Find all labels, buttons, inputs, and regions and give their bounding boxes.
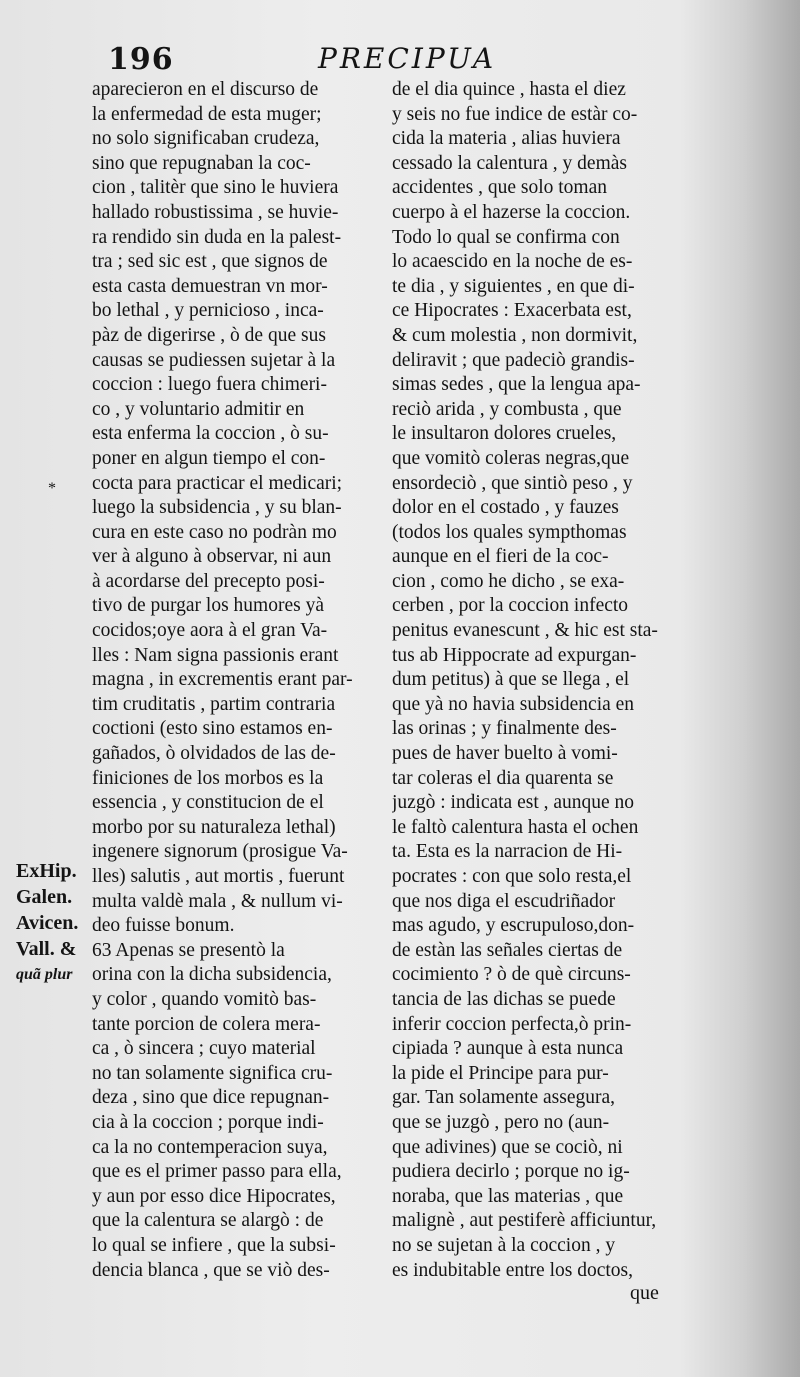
text-line: dencia blanca , que se viò des-	[92, 1259, 330, 1281]
text-line: cocidos;oye aora à el gran Va-	[92, 620, 328, 642]
margin-note-line: Vall. &	[16, 938, 77, 960]
margin-note-line: ExHip.	[16, 860, 77, 882]
right-text-column	[392, 78, 692, 1283]
text-line: cia à la coccion ; porque indi-	[92, 1111, 324, 1133]
text-line: sino que repugnaban la coc-	[92, 152, 311, 174]
text-line: bo lethal , y pernicioso , inca-	[92, 300, 324, 322]
text-line: coccion : luego fuera chimeri-	[92, 374, 327, 396]
text-line: y color , quando vomitò bas-	[92, 988, 317, 1010]
text-line: cessado la calentura , y demàs	[392, 152, 627, 174]
text-line: co , y voluntario admitir en	[92, 398, 305, 420]
text-line: (todos los quales sympthomas	[392, 521, 627, 543]
text-line: cerben , por la coccion infecto	[392, 595, 629, 617]
text-line: penitus evanescunt , & hic est sta-	[392, 620, 658, 642]
text-line: ta. Esta es la narracion de Hi-	[392, 841, 623, 863]
text-line: & cum molestia , non dormivit,	[392, 324, 638, 346]
margin-note-line: Avicen.	[16, 912, 79, 934]
text-line: magna , in excrementis erant par-	[92, 669, 353, 691]
text-line: ce Hipocrates : Exacerbata est,	[392, 300, 632, 322]
text-line: cion , como he dicho , se exa-	[392, 570, 625, 592]
text-line: à acordarse del precepto posi-	[92, 570, 325, 592]
text-line: le faltò calentura hasta el ochen	[392, 816, 639, 838]
text-line: la pide el Principe para pur-	[392, 1062, 609, 1084]
left-text-column	[92, 78, 382, 1283]
margin-note-line: quã plur	[16, 966, 73, 983]
catchword: que	[630, 1282, 659, 1304]
text-line: noraba, que las materias , que	[392, 1185, 624, 1207]
text-line: tim cruditatis , partim contraria	[92, 693, 336, 715]
text-line: cocta para practicar el medicari;	[92, 472, 343, 494]
text-line: que se juzgò , pero no (aun-	[392, 1111, 610, 1133]
text-line: lles : Nam signa passionis erant	[92, 644, 339, 666]
text-line: accidentes , que solo toman	[392, 177, 607, 199]
text-line: y seis no fue indice de estàr co-	[392, 103, 638, 125]
text-line: cida la materia , alias huviera	[392, 128, 621, 150]
text-line: tante porcion de colera mera-	[92, 1013, 321, 1035]
margin-asterisk: *	[48, 480, 56, 497]
margin-note-line: Galen.	[16, 886, 73, 908]
text-line: que vomitò coleras negras,que	[392, 447, 630, 469]
text-line: tus ab Hippocrate ad expurgan-	[392, 644, 637, 666]
text-line: lles) salutis , aut mortis , fuerunt	[92, 866, 345, 887]
text-line: pudiera decirlo ; porque no ig-	[392, 1161, 630, 1183]
text-line: tivo de purgar los humores yà	[92, 595, 324, 617]
text-line: luego la subsidencia , y su blan-	[92, 497, 342, 519]
page-number: 196	[108, 42, 174, 77]
text-line: cipiada ? aunque à esta nunca	[392, 1038, 624, 1060]
text-line: finiciones de los morbos es la	[92, 767, 324, 789]
text-line: que adivines) que se cociò, ni	[392, 1136, 623, 1158]
text-line: poner en algun tiempo el con-	[92, 447, 326, 469]
text-line: deliravit ; que padeciò grandis-	[392, 349, 635, 371]
text-line: de estàn las señales ciertas de	[392, 939, 623, 961]
text-line: deza , sino que dice repugnan-	[92, 1087, 330, 1109]
text-line: ensordeciò , que sintiò peso , y	[392, 472, 633, 494]
text-line: deo fuisse bonum.	[92, 915, 235, 937]
text-line: reciò arida , y combusta , que	[392, 398, 622, 420]
text-line: essencia , y constitucion de el	[92, 792, 324, 814]
text-line: cuerpo à el hazerse la coccion.	[392, 201, 631, 223]
text-line: morbo por su naturaleza lethal)	[92, 816, 336, 838]
text-line: y aun por esso dice Hipocrates,	[92, 1185, 336, 1207]
text-line: coctioni (esto sino estamos en-	[92, 718, 333, 740]
text-line: no tan solamente significa cru-	[92, 1062, 333, 1084]
margin-note	[16, 858, 78, 988]
text-line: que nos diga el escudriñador	[392, 890, 616, 912]
text-line: tar coleras el dia quarenta se	[392, 767, 614, 789]
text-line: simas sedes , que la lengua apa-	[392, 374, 641, 396]
text-line: pues de haver buelto à vomi-	[392, 743, 618, 765]
text-line: inferir coccion perfecta,ò prin-	[392, 1013, 632, 1035]
text-line: cocimiento ? ò de què circuns-	[392, 964, 631, 986]
text-line: pàz de digerirse , ò de que sus	[92, 324, 326, 346]
text-line: malignè , aut pestiferè afficiuntur,	[392, 1210, 657, 1232]
text-line: esta casta demuestran vn mor-	[92, 275, 328, 297]
text-line: lo acaescido en la noche de es-	[392, 251, 633, 273]
text-line: tancia de las dichas se puede	[392, 988, 616, 1010]
text-line: pocrates : con que solo resta,el	[392, 866, 632, 887]
text-line: ingenere signorum (prosigue Va-	[92, 841, 348, 863]
text-line: mas agudo, y escrupuloso,don-	[392, 915, 635, 937]
text-line: orina con la dicha subsidencia,	[92, 964, 332, 986]
text-line: ra rendido sin duda en la palest-	[92, 226, 342, 248]
running-title: PRECIPUA	[318, 42, 497, 75]
text-line: causas se pudiessen sujetar à la	[92, 349, 336, 371]
text-line: hallado robustissima , se huvie-	[92, 201, 339, 223]
text-line: las orinas ; y finalmente des-	[392, 718, 617, 740]
text-line: te dia , y siguientes , en que di-	[392, 275, 635, 297]
text-line: 63 Apenas se presentò la	[92, 939, 285, 961]
text-line: que la calentura se alargò : de	[92, 1210, 324, 1232]
text-line: ver à alguno à observar, ni aun	[92, 546, 332, 568]
text-line: cion , talitèr que sino le huviera	[92, 177, 339, 199]
text-line: no solo significaban crudeza,	[92, 128, 320, 150]
text-line: aunque en el fieri de la coc-	[392, 546, 609, 568]
text-line: gañados, ò olvidados de las de-	[92, 743, 336, 765]
text-line: que es el primer passo para ella,	[92, 1161, 342, 1183]
text-line: cura en este caso no podràn mo	[92, 521, 337, 543]
text-line: lo qual se infiere , que la subsi-	[92, 1234, 336, 1256]
text-line: multa valdè mala , & nullum vi-	[92, 890, 343, 912]
text-line: dolor en el costado , y fauzes	[392, 497, 619, 519]
text-line: es indubitable entre los doctos,	[392, 1259, 633, 1281]
text-line: no se sujetan à la coccion , y	[392, 1234, 616, 1256]
text-line: Todo lo qual se confirma con	[392, 226, 620, 248]
text-line: aparecieron en el discurso de	[92, 79, 319, 100]
text-line: dum petitus) à que se llega , el	[392, 669, 630, 691]
text-line: ca , ò sincera ; cuyo material	[92, 1038, 316, 1060]
text-line: ca la no contemperacion suya,	[92, 1136, 328, 1158]
text-line: esta enferma la coccion , ò su-	[92, 423, 329, 445]
text-line: juzgò : indicata est , aunque no	[392, 792, 635, 814]
text-line: la enfermedad de esta muger;	[92, 103, 322, 125]
text-line: tra ; sed sic est , que signos de	[92, 251, 328, 273]
text-line: que yà no havia subsidencia en	[392, 693, 635, 715]
text-line: gar. Tan solamente assegura,	[392, 1087, 615, 1109]
running-head	[108, 42, 688, 82]
text-line: de el dia quince , hasta el diez	[392, 79, 626, 100]
text-line: le insultaron dolores crueles,	[392, 423, 617, 445]
